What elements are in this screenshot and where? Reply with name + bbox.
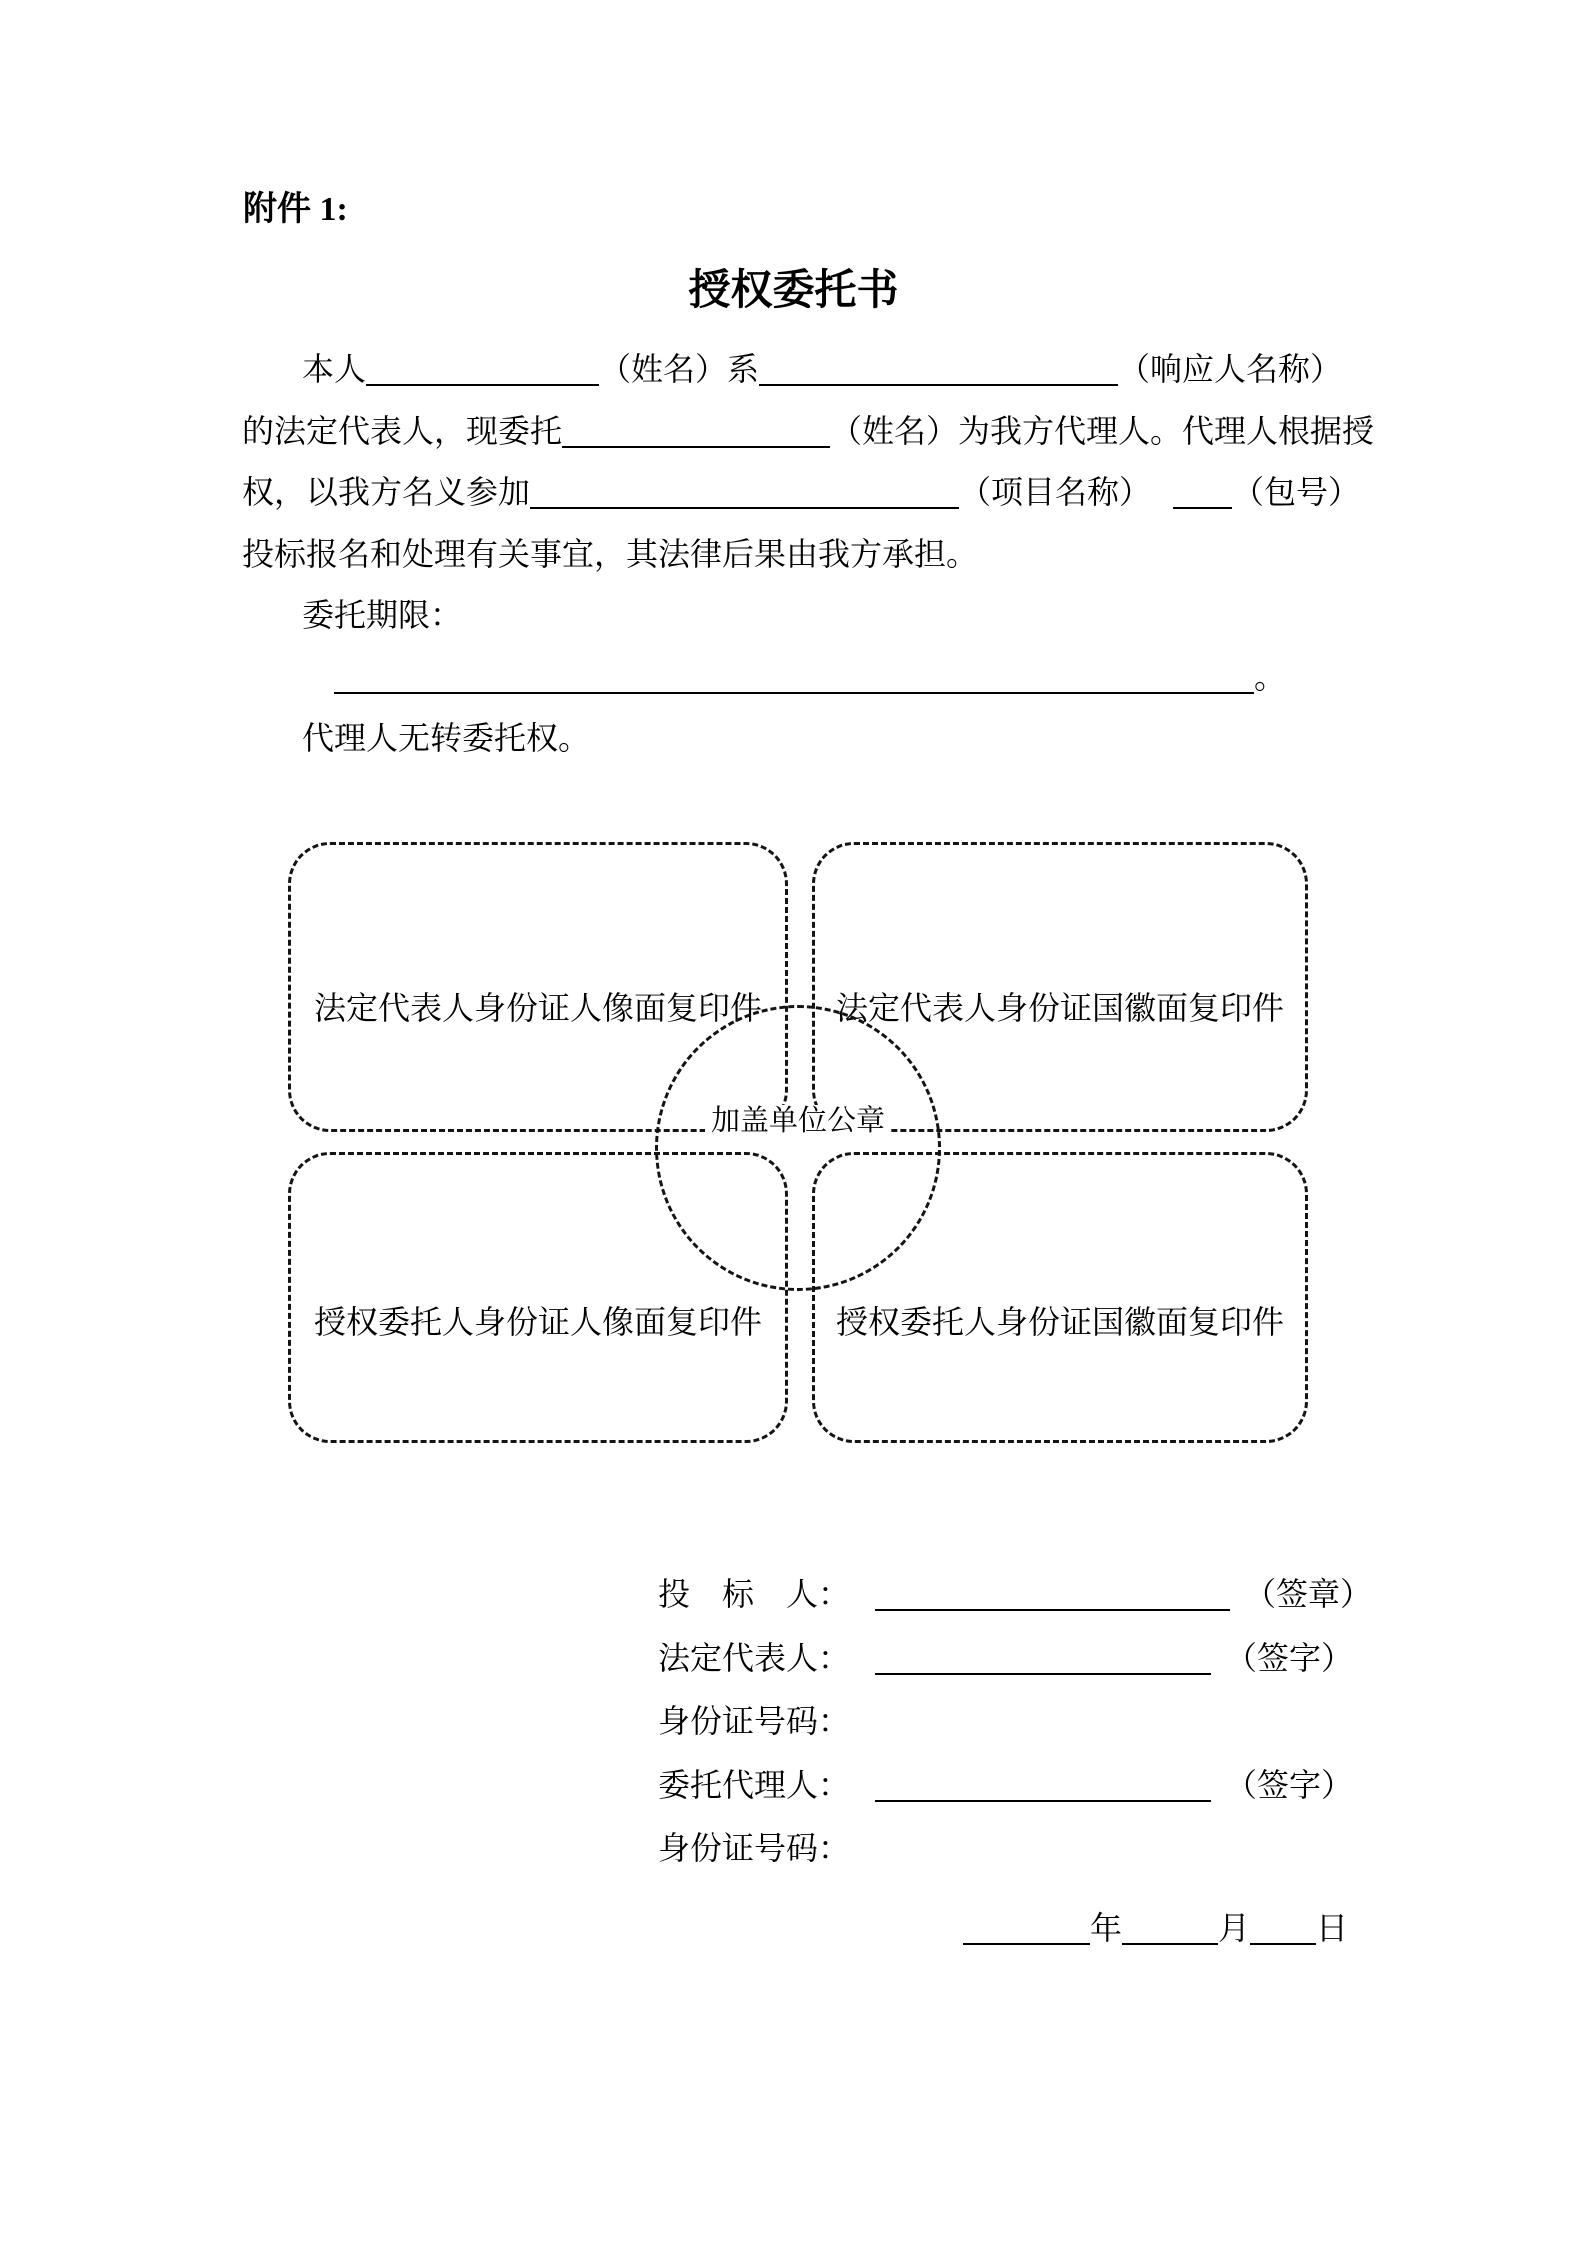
body-line <box>242 524 1372 586</box>
signature-row <box>658 1627 1372 1691</box>
fill-blank <box>963 1941 1090 1945</box>
text-run: 日 <box>1316 1910 1349 1946</box>
signature-colon: ： <box>818 1639 851 1676</box>
fill-blank <box>530 505 959 509</box>
signature-label: 身份证号码 <box>658 1830 819 1866</box>
page-title: 授权委托书 <box>688 268 899 314</box>
signature-blank <box>875 1607 1230 1611</box>
signature-label: 法定代表人 <box>658 1639 819 1676</box>
body-line <box>242 339 1372 401</box>
text-run: 的法定代表人，现委托 <box>242 412 563 449</box>
body-paragraph <box>242 339 1375 770</box>
signature-suffix: （签章） <box>1244 1576 1373 1612</box>
signature-row <box>658 1817 1372 1881</box>
attachment-label: 附件 1: <box>243 191 348 228</box>
signature-colon: ： <box>818 1766 851 1803</box>
signature-label: 身份证号码 <box>658 1703 819 1739</box>
signature-row <box>658 1754 1372 1818</box>
copybox-label: 授权委托人身份证人像面复印件 <box>313 1303 762 1340</box>
text-run: 本人 <box>302 351 367 387</box>
fill-blank <box>1122 1941 1218 1945</box>
copybox-label: 授权委托人身份证国徽面复印件 <box>835 1303 1284 1340</box>
stamp-label: 加盖单位公章 <box>615 1102 981 1140</box>
text-run: 投标报名和处理有关事宜，其法律后果由我方承担。 <box>242 535 979 572</box>
copybox-label: 法定代表人身份证人像面复印件 <box>313 990 762 1026</box>
text-run: （姓名）系 <box>599 351 760 387</box>
body-line <box>242 401 1375 463</box>
text-run: （项目名称） <box>959 474 1152 510</box>
signature-colon: ： <box>818 1830 851 1866</box>
text-run: 委托期限： <box>302 597 463 633</box>
text-run: 权，以我方名义参加 <box>242 474 531 510</box>
copybox-label: 法定代表人身份证国徽面复印件 <box>835 990 1284 1026</box>
signature-row <box>658 1690 1372 1754</box>
text-run: （姓名）为我方代理人。代理人根据授 <box>830 412 1375 449</box>
signature-label: 投标人 <box>658 1576 818 1612</box>
text-run: 。 <box>1254 658 1287 695</box>
fill-blank <box>562 444 830 448</box>
body-line <box>242 647 1372 709</box>
text-run: 月 <box>1218 1910 1251 1946</box>
fill-blank <box>1250 1941 1316 1945</box>
signature-row <box>658 1563 1372 1627</box>
text-run: 代理人无转委托权。 <box>302 720 591 756</box>
text-run: 年 <box>1090 1910 1123 1946</box>
fill-blank <box>759 382 1118 386</box>
body-line <box>242 585 1372 647</box>
fill-blank <box>1173 505 1232 509</box>
body-line <box>242 708 1372 770</box>
signature-suffix: （签字） <box>1225 1639 1354 1676</box>
fill-blank <box>334 690 1254 694</box>
date-line <box>963 1897 1348 1960</box>
stamp-circle <box>655 1005 941 1291</box>
signature-colon: ： <box>818 1703 851 1739</box>
signature-blank <box>875 1671 1211 1675</box>
text-run: （响应人名称） <box>1118 351 1343 387</box>
signature-suffix: （签字） <box>1225 1766 1354 1803</box>
fill-blank <box>366 382 599 386</box>
text-run: （包号） <box>1232 474 1361 510</box>
signature-colon: ： <box>818 1576 851 1612</box>
signature-blank <box>875 1798 1211 1802</box>
body-line <box>242 462 1372 524</box>
signature-label: 委托代理人 <box>658 1766 819 1803</box>
signature-block <box>658 1563 1372 1881</box>
